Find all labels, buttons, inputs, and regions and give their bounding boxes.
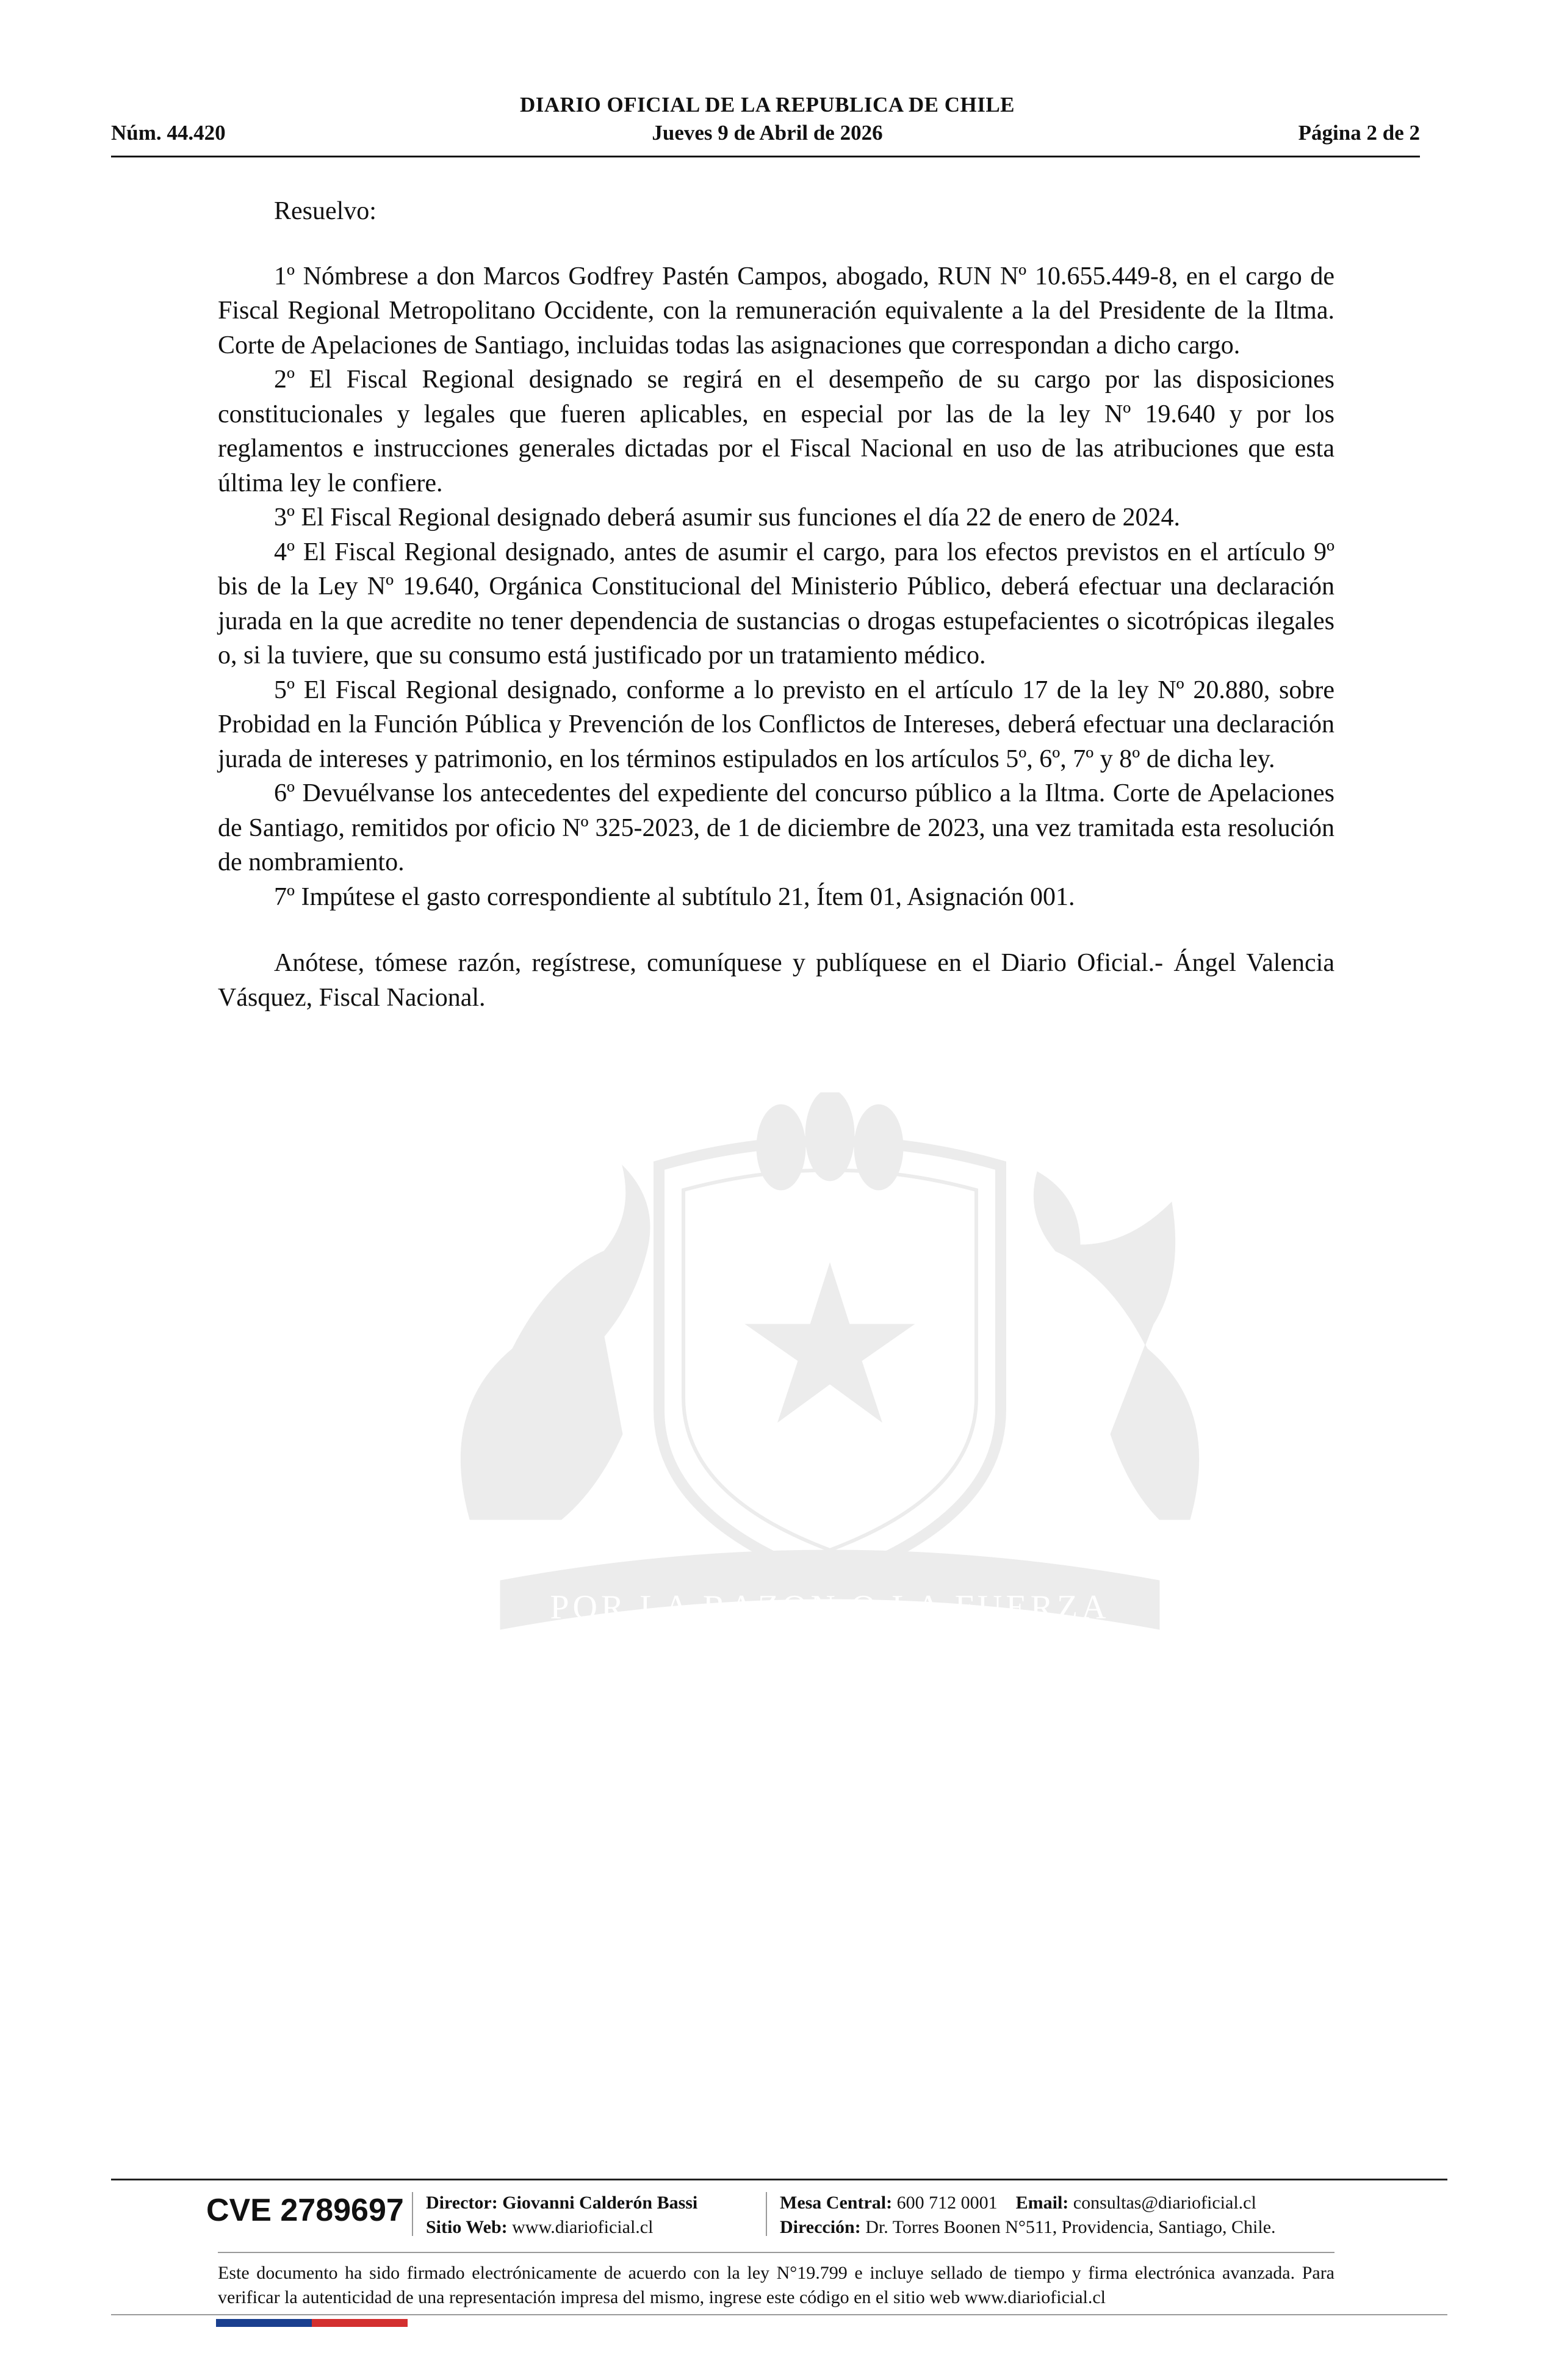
article-4: 4º El Fiscal Regional designado, antes de asumir el cargo, para los efectos previstos en el artículo 9º bis de la Ley Nº 19.640, Orgánica Constitucional del Ministerio Público, deberá efectuar una declaración jurada en la que acredite no tener dependencia de sustancias o drogas estupefacientes o sicotrópicas ilegales o, si la tuviere, que su consumo está justificado por un tratamiento médico. [218, 538, 1334, 669]
issue-date: Jueves 9 de Abril de 2026 [652, 121, 883, 145]
director-label: Director: [426, 2193, 498, 2213]
footer-separator [766, 2192, 767, 2236]
watermark-motto: POR LA RAZON O LA FUERZA [550, 1588, 1110, 1626]
article-2: 2º El Fiscal Regional designado se regirá en el desempeño de su cargo por las disposiciones constitucionales y legales que fueren aplicables, en especial por las de la ley Nº 19.640 y por los reglamentos e instrucciones generales dictadas por el Fiscal Nacional en uso de las atribuciones que esta última ley le confiere. [218, 366, 1334, 497]
footer-separator [412, 2192, 413, 2236]
coat-of-arms-watermark [317, 1092, 1342, 1678]
footer-divider-mid [218, 2252, 1334, 2253]
cve-code: CVE 2789697 [206, 2193, 404, 2228]
mesa-label: Mesa Central: [780, 2193, 893, 2213]
newspaper-title: DIARIO OFICIAL DE LA REPUBLICA DE CHILE [519, 93, 1015, 117]
article-1: 1º Nómbrese a don Marcos Godfrey Pastén Campos, abogado, RUN Nº 10.655.449-8, en el cargo de Fiscal Regional Metropolitano Occidente, con la remuneración equivalente a la del Presidente de la Iltma. Corte de Apelaciones de Santiago, incluidas todas las asignaciones que correspondan a dicho cargo. [218, 262, 1334, 359]
address-label: Dirección: [780, 2217, 861, 2237]
footer-contact-block [780, 2191, 1276, 2240]
mesa-value: 600 712 0001 [896, 2193, 998, 2213]
web-link[interactable]: www.diarioficial.cl [512, 2217, 654, 2237]
footer-divider-top [111, 2179, 1447, 2180]
web-label: Sitio Web: [426, 2217, 508, 2237]
issue-number: Núm. 44.420 [111, 121, 226, 145]
resolution-body [218, 194, 1334, 1015]
footer-divider-bottom [111, 2314, 1447, 2315]
email-label: Email: [1015, 2193, 1069, 2213]
flag-stripe-red [312, 2319, 408, 2327]
article-7: 7º Impútese el gasto correspondiente al subtítulo 21, Ítem 01, Asignación 001. [274, 882, 1075, 911]
closing-signature: Anótese, tómese razón, regístrese, comuníquese y publíquese en el Diario Oficial.- Ángel Valencia Vásquez, Fiscal Nacional. [218, 949, 1334, 1012]
page-indicator: Página 2 de 2 [1298, 121, 1420, 145]
article-5: 5º El Fiscal Regional designado, conforme a lo previsto en el artículo 17 de la ley Nº 20.880, sobre Probidad en la Función Pública y Prevención de los Conflictos de Intereses, deberá efectuar una declaración jurada de intereses y patrimonio, en los términos estipulados en los artículos 5º, 6º, 7º y 8º de dicha ley. [218, 676, 1334, 773]
digital-signature-note: Este documento ha sido firmado electrónicamente de acuerdo con la ley N°19.799 e incluye sellado de tiempo y firma electrónica avanzada. Para verificar la autenticidad de una representación impresa del mismo, ingrese este código en el sitio web www.diarioficial.cl [218, 2263, 1334, 2307]
address-value: Dr. Torres Boonen N°511, Providencia, Santiago, Chile. [865, 2217, 1276, 2237]
resuelvo-heading: Resuelvo: [274, 197, 376, 225]
header-divider [111, 156, 1420, 157]
article-6: 6º Devuélvanse los antecedentes del expediente del concurso público a la Iltma. Corte de Apelaciones de Santiago, remitidos por oficio Nº 325-2023, de 1 de diciembre de 2023, una vez tramitada esta resolución de nombramiento. [218, 779, 1334, 876]
email-link[interactable]: consultas@diarioficial.cl [1073, 2193, 1256, 2213]
article-3: 3º El Fiscal Regional designado deberá asumir sus funciones el día 22 de enero de 2024. [274, 503, 1180, 532]
director-name: Giovanni Calderón Bassi [502, 2193, 698, 2213]
footer-director-block [426, 2191, 697, 2240]
flag-stripe-blue [216, 2319, 312, 2327]
